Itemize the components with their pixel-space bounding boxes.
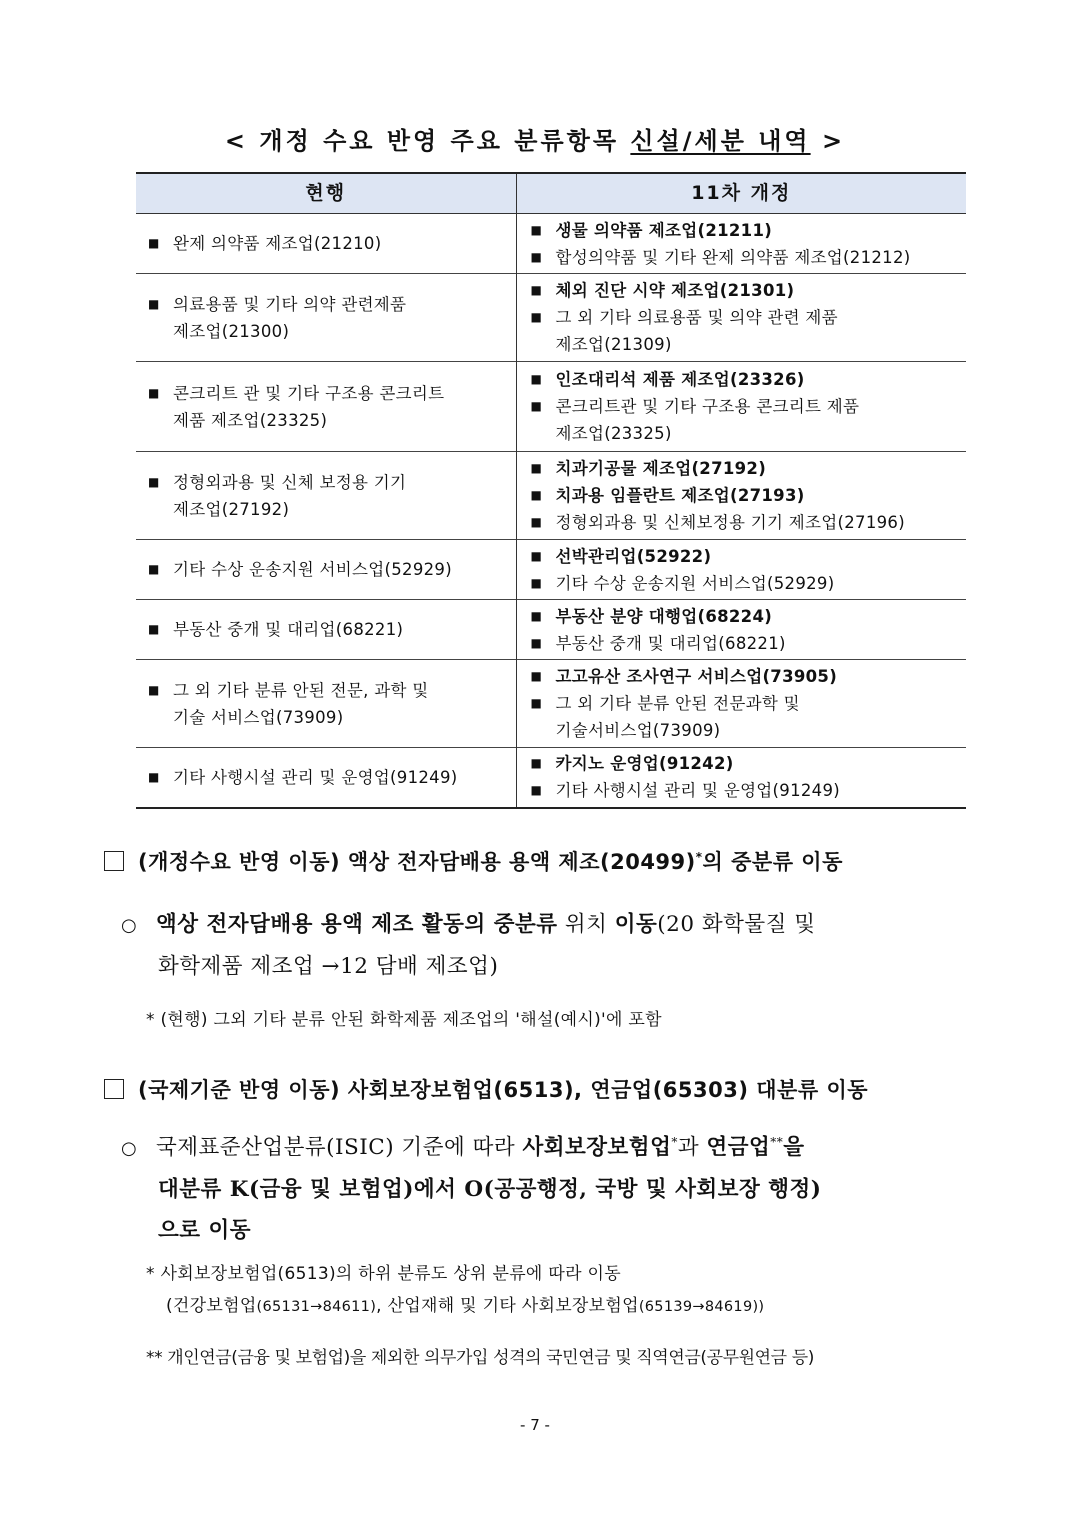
revised-cell [516,214,966,274]
table-row [136,660,966,748]
square-bullet-icon: ■ [530,548,543,563]
revised-item-text: 합성의약품 및 기타 완제 의약품 제조업(21212) [555,247,911,267]
revised-item-text: 콘크리트관 및 기타 구조용 콘크리트 제품 [555,397,860,416]
revised-item-text: 정형외과용 및 신체보정용 기기 제조업(27196) [555,513,905,532]
revised-item-text: 그 외 기타 의료용품 및 의약 관련 제품 [555,308,838,327]
square-bullet-icon: ■ [530,515,543,529]
square-bullet-icon: ■ [530,608,543,623]
document-title: < 개정 수요 반영 주요 분류항목 신설/세분 내역 > [224,127,846,155]
current-item-text: 기타 수상 운송지원 서비스업(52929) [173,560,452,579]
square-bullet-icon: ■ [530,283,543,297]
title-underlined: 신설/세분 내역 [630,127,811,155]
current-cell [136,748,516,808]
revised-item-text: 고고유산 조사연구 서비스업(73905) [555,667,838,686]
square-bullet-icon: ■ [530,669,543,683]
current-cell [136,362,516,452]
current-cell [136,600,516,660]
revised-item-text-cont: 제조업(23325) [555,424,672,443]
current-item-text: 기타 사행시설 관리 및 운영업(91249) [173,767,458,787]
square-bullet-icon: ■ [148,236,160,250]
square-bullet-icon: ■ [148,682,160,697]
current-cell [136,214,516,274]
revised-cell [516,660,966,748]
current-item-text: 완제 의약품 제조업(21210) [173,234,382,253]
section2-bullet: ○ 국제표준산업분류(ISIC) 기준에 따라 사회보장보험업*과 연금업**을 대분류 K(금융 및 보험업)에서 O(공공행정, 국방 및 사회보장 행정) 으로 이동 [121,1122,981,1251]
square-bullet-icon: ■ [148,622,160,636]
square-bullet-icon: ■ [530,461,543,475]
revised-item-text: 부동산 중개 및 대리업(68221) [555,633,786,653]
current-cell [136,540,516,600]
square-bullet-icon: ■ [530,783,543,798]
table-header-row [136,173,966,214]
revised-cell [516,748,966,808]
square-bullet-icon: ■ [530,575,543,590]
current-item-text: 기술 서비스업(73909) [173,707,344,727]
current-item-text: 의료용품 및 기타 의약 관련제품 [173,294,407,314]
square-bullet-icon: ■ [148,769,160,784]
revised-item-text: 치과용 임플란트 제조업(27193) [555,486,805,505]
revised-item-text-cont: 제조업(21309) [555,335,672,354]
header-revised: 11차 개정 [516,173,966,214]
square-bullet-icon: ■ [530,635,543,650]
circle-bullet-icon: ○ [121,1138,138,1160]
square-bullet-icon: ■ [530,488,543,502]
current-cell [136,660,516,748]
square-bullet-icon: ■ [530,696,543,710]
table-row [136,540,966,600]
table-row [136,214,966,274]
square-bullet-icon: ■ [148,562,160,576]
current-item-text: 제조업(27192) [173,499,290,519]
square-bullet-icon: ■ [148,296,160,311]
section1-bullet: ○ 액상 전자담배용 용액 제조 활동의 중분류 위치 이동(20 화학물질 및 화학제품 제조업 →12 담배 제조업) [121,904,981,987]
section-heading-1: (개정수요 반영 이동) 액상 전자담배용 용액 제조(20499)*의 중분류 이동 [104,846,984,876]
revised-item-text: 인조대리석 제품 제조업(23326) [555,370,805,389]
revised-item-text: 기타 사행시설 관리 및 운영업(91249) [555,781,841,801]
table-row [136,274,966,362]
revised-cell [516,540,966,600]
table-row [136,452,966,540]
checkbox-square-icon [104,851,124,871]
section-heading-2: (국제기준 반영 이동) 사회보장보험업(6513), 연금업(65303) 대분류 이동 [104,1074,984,1104]
circle-bullet-icon: ○ [121,915,138,936]
page-number: - 7 - [520,1416,550,1434]
revised-item-text: 생물 의약품 제조업(21211) [555,220,773,240]
revised-item-text: 카지노 운영업(91242) [555,754,734,774]
revised-cell [516,362,966,452]
revised-item-text: 치과기공물 제조업(27192) [555,459,767,478]
square-bullet-icon: ■ [530,249,543,264]
square-bullet-icon: ■ [530,756,543,771]
current-item-text: 정형외과용 및 신체 보정용 기기 [173,472,407,492]
current-item-text: 제조업(21300) [173,321,290,341]
table-row [136,362,966,452]
revised-item-text: 체외 진단 시약 제조업(21301) [555,281,795,300]
revised-cell [516,274,966,362]
section2-footnote-1: * 사회보장보험업(6513)의 하위 분류도 상위 분류에 따라 이동 (건강보험업(65131→84611), 산업재해 및 기타 사회보장보험업(65139→84619)) [146,1264,765,1316]
revised-item-text: 기타 수상 운송지원 서비스업(52929) [555,573,835,593]
table-row [136,600,966,660]
square-bullet-icon: ■ [530,372,543,386]
current-cell [136,452,516,540]
revised-item-text: 부동산 분양 대행업(68224) [555,606,773,626]
current-item-text: 부동산 중개 및 대리업(68221) [173,620,404,639]
revised-item-text: 그 외 기타 분류 안된 전문과학 및 [555,694,800,713]
square-bullet-icon: ■ [530,399,543,413]
classification-comparison-table [136,172,966,809]
square-bullet-icon: ■ [148,385,160,400]
revised-item-text-cont: 기술서비스업(73909) [555,721,721,740]
revised-cell [516,452,966,540]
current-item-text: 그 외 기타 분류 안된 전문, 과학 및 [173,680,429,700]
table-row [136,748,966,808]
square-bullet-icon: ■ [530,310,543,324]
current-item-text: 제품 제조업(23325) [173,410,328,430]
header-current: 현행 [136,173,516,214]
checkbox-square-icon [104,1079,124,1099]
revised-item-text: 선박관리업(52922) [555,546,712,566]
square-bullet-icon: ■ [148,474,160,489]
section2-footnote-2: ** 개인연금(금융 및 보험업)을 제외한 의무가입 성격의 국민연금 및 직역연금(공무원연금 등) [146,1348,814,1368]
current-cell [136,274,516,362]
revised-cell [516,600,966,660]
section1-footnote: * (현행) 그외 기타 분류 안된 화학제품 제조업의 '해설(예시)'에 포함 [146,1010,662,1030]
square-bullet-icon: ■ [530,222,543,237]
current-item-text: 콘크리트 관 및 기타 구조용 콘크리트 [173,383,445,403]
